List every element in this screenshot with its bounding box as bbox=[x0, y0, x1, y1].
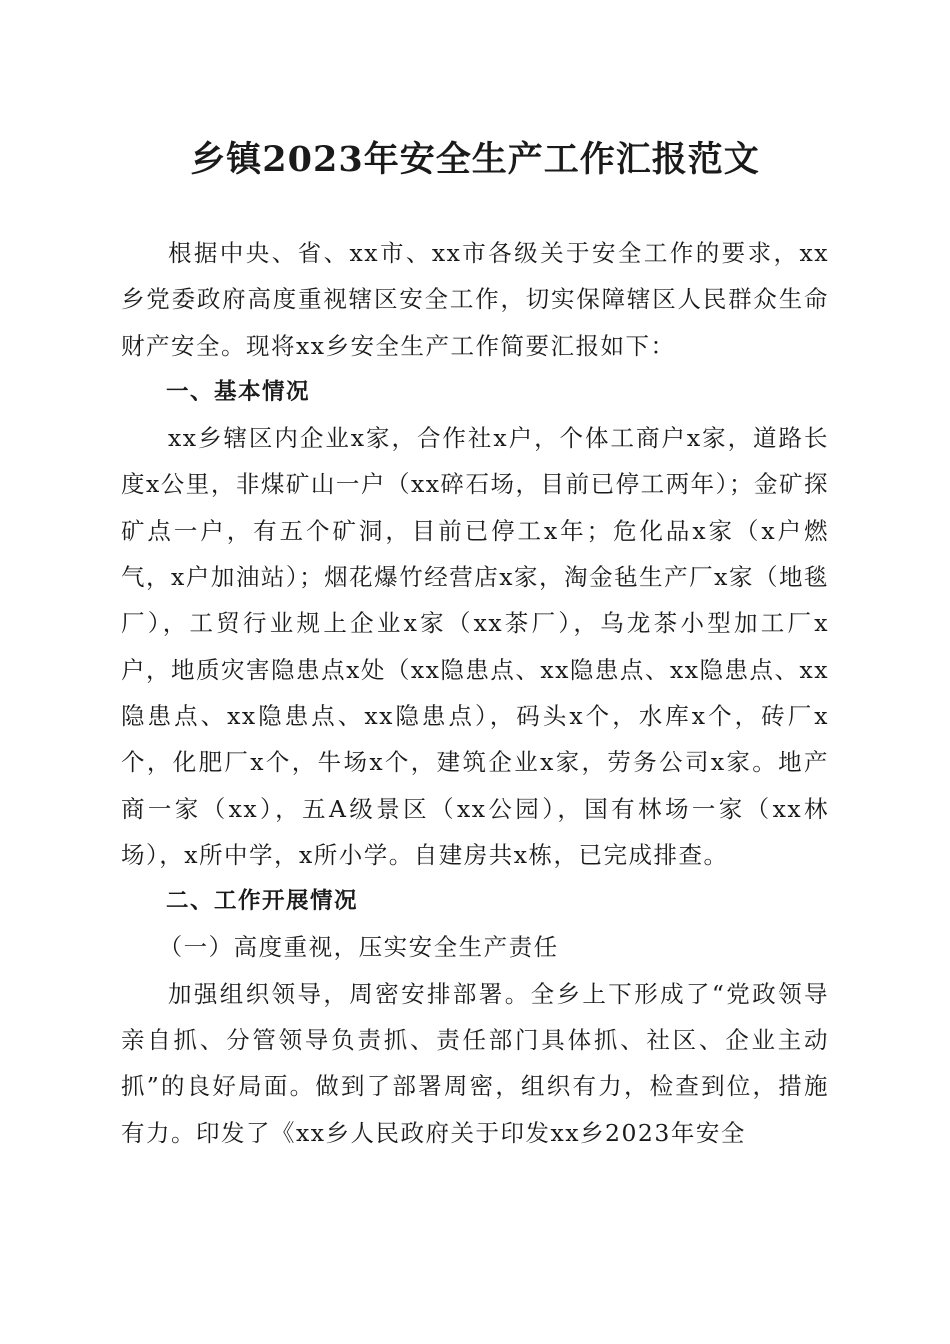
subsection-heading-responsibility: （一）高度重视，压实安全生产责任 bbox=[158, 933, 559, 962]
intro-paragraph: 根据中央、省、xx市、xx市各级关于安全工作的要求，xx乡党委政府高度重视辖区安全工作，切实保障辖区人民群众生命财产安全。现将xx乡安全生产工作简要汇报如下： bbox=[121, 239, 829, 360]
basic-situation-paragraph: xx乡辖区内企业x家，合作社x户，个体工商户x家，道路长度x公里，非煤矿山一户（xx碎石场，目前已停工两年）；金矿探矿点一户，有五个矿洞，目前已停工x年；危化品x家（x户燃气，x户加油站）；烟花爆竹经营店x家，淘金毡生产厂x家（地毯厂），工贸行业规上企业x家（xx茶厂），乌龙茶小型加工厂x户，地质灾害隐患点x处（xx隐患点、xx隐患点、xx隐患点、xx隐患点、xx隐患点、xx隐患点），码头x个，水库x个，砖厂x个，化肥厂x个，牛场x个，建筑企业x家，劳务公司x家。地产商一家（xx），五A级景区（xx公园），国有林场一家（xx林场），x所中学，x所小学。自建房共x栋，已完成排查。 bbox=[121, 424, 829, 869]
section-heading-basic-situation: 一、基本情况 bbox=[166, 378, 311, 405]
section-heading-work-progress: 二、工作开展情况 bbox=[166, 888, 359, 915]
document-title: 乡镇2023年安全生产工作汇报范文 bbox=[190, 139, 760, 180]
responsibility-paragraph: 加强组织领导，周密安排部署。全乡上下形成了“党政领导亲自抓、分管领导负责抓、责任部门具体抓、社区、企业主动抓”的良好局面。做到了部署周密，组织有力，检查到位，措施有力。印发了《xx乡人民政府关于印发xx乡2023年安全 bbox=[121, 979, 829, 1147]
document-body bbox=[121, 230, 829, 1156]
